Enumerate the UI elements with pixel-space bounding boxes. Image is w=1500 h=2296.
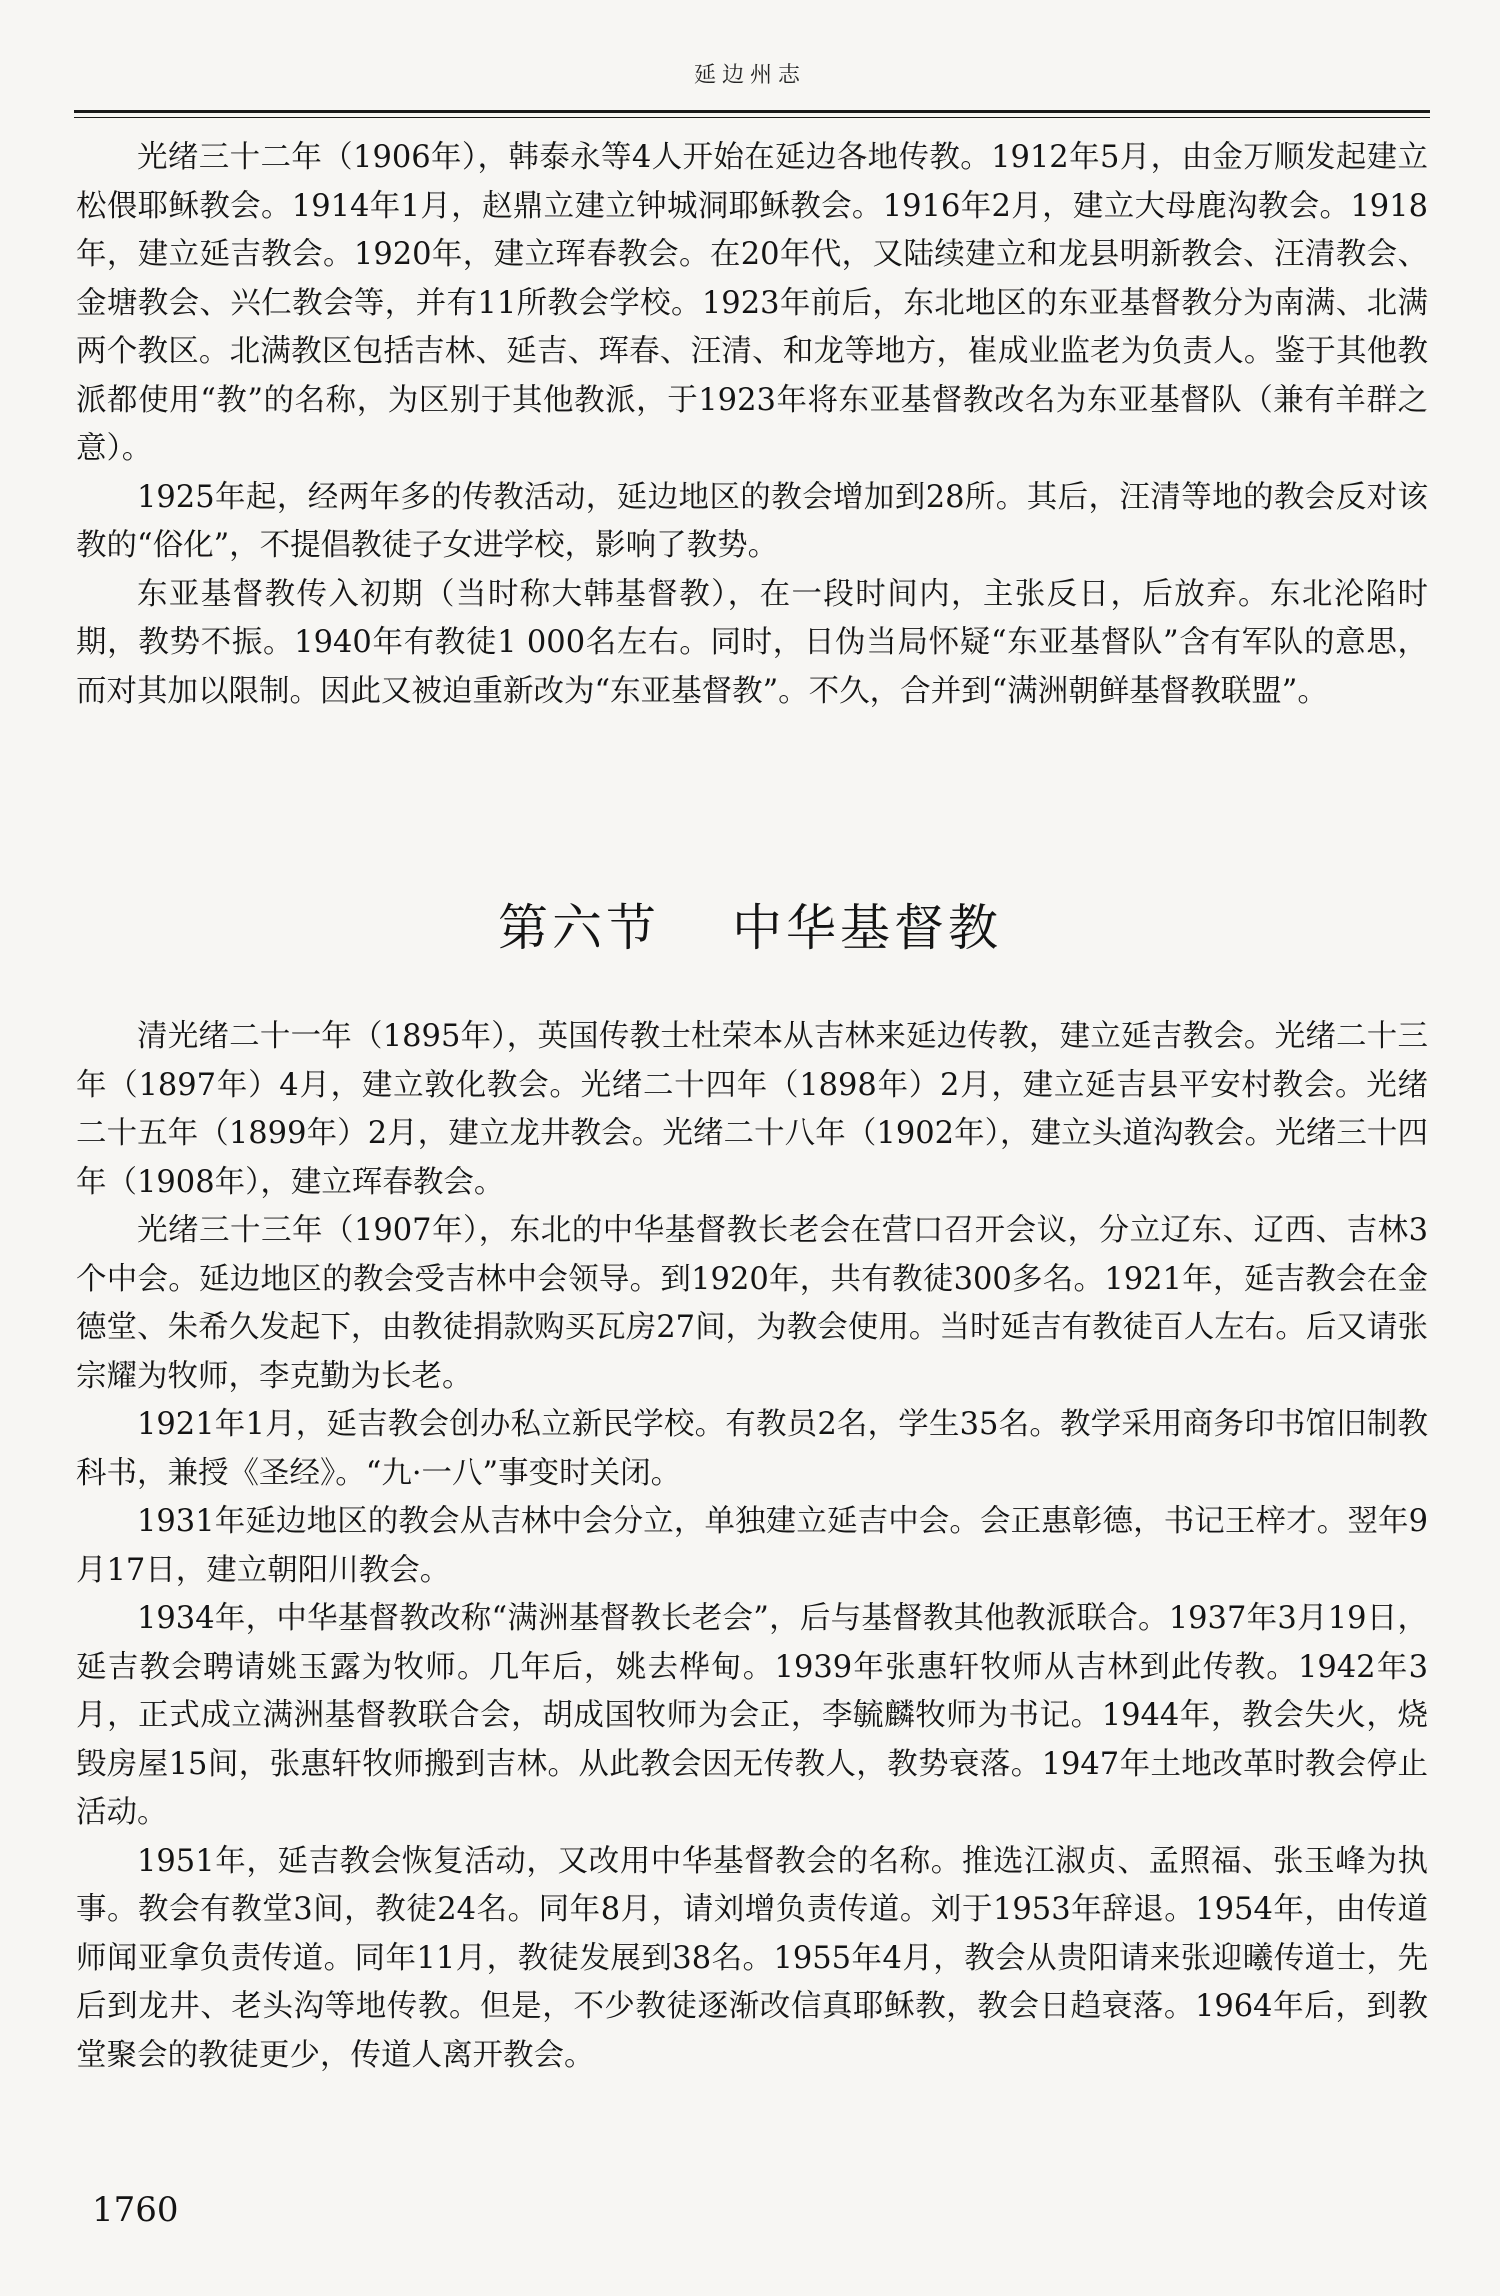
body-text-top (76, 134, 1428, 716)
header-rule-thin (74, 117, 1430, 118)
paragraph: 1931年延边地区的教会从吉林中会分立，单独建立延吉中会。会正惠彰德，书记王梓才。翌年9月17日，建立朝阳川教会。 (76, 1504, 1428, 1588)
body-text-bottom (76, 1013, 1428, 2080)
section-title: 中华基督教 (732, 899, 1002, 957)
paragraph: 清光绪二十一年（1895年），英国传教士杜荣本从吉林来延边传教，建立延吉教会。光绪二十三年（1897年）4月，建立敦化教会。光绪二十四年（1898年）2月，建立延吉县平安村教会。光绪二十五年（1899年）2月，建立龙井教会。光绪二十八年（1902年），建立头道沟教会。光绪三十四年（1908年），建立珲春教会。 (76, 1019, 1428, 1200)
header-rule-thick (74, 110, 1430, 113)
paragraph: 1934年，中华基督教改称“满洲基督教长老会”，后与基督教其他教派联合。1937年3月19日，延吉教会聘请姚玉露为牧师。几年后，姚去桦甸。1939年张惠轩牧师从吉林到此传教。1942年3月，正式成立满洲基督教联合会，胡成国牧师为会正，李毓麟牧师为书记。1944年，教会失火，烧毁房屋15间，张惠轩牧师搬到吉林。从此教会因无传教人，教势衰落。1947年土地改革时教会停止活动。 (76, 1601, 1428, 1830)
section-heading (0, 888, 1500, 960)
paragraph: 光绪三十二年（1906年），韩泰永等4人开始在延边各地传教。1912年5月，由金万顺发起建立松偎耶稣教会。1914年1月，赵鼎立建立钟城洞耶稣教会。1916年2月，建立大母鹿沟教会。1918年，建立延吉教会。1920年，建立珲春教会。在20年代，又陆续建立和龙县明新教会、汪清教会、金塘教会、兴仁教会等，并有11所教会学校。1923年前后，东北地区的东亚基督教分为南满、北满两个教区。北满教区包括吉林、延吉、珲春、汪清、和龙等地方，崔成业监老为负责人。鉴于其他教派都使用“教”的名称，为区别于其他教派，于1923年将东亚基督教改名为东亚基督队（兼有羊群之意）。 (76, 140, 1428, 466)
paragraph: 光绪三十三年（1907年），东北的中华基督教长老会在营口召开会议，分立辽东、辽西、吉林3个中会。延边地区的教会受吉林中会领导。到1920年，共有教徒300多名。1921年，延吉教会在金德堂、朱希久发起下，由教徒捐款购买瓦房27间，为教会使用。当时延吉有教徒百人左右。后又请张宗耀为牧师，李克勤为长老。 (76, 1213, 1428, 1394)
paragraph: 1925年起，经两年多的传教活动，延边地区的教会增加到28所。其后，汪清等地的教会反对该教的“俗化”，不提倡教徒子女进学校，影响了教势。 (76, 479, 1428, 563)
page-number: 1760 (92, 2190, 179, 2230)
paragraph: 东亚基督教传入初期（当时称大韩基督教），在一段时间内，主张反日，后放弃。东北沦陷时期，教势不振。1940年有教徒1 000名左右。同时，日伪当局怀疑“东亚基督队”含有军队的意思，而对其加以限制。因此又被迫重新改为“东亚基督教”。不久，合并到“满洲朝鲜基督教联盟”。 (76, 576, 1428, 709)
running-header: 延边州志 (693, 63, 806, 88)
paragraph: 1921年1月，延吉教会创办私立新民学校。有教员2名，学生35名。教学采用商务印书馆旧制教科书，兼授《圣经》。“九·一八”事变时关闭。 (76, 1407, 1428, 1491)
paragraph: 1951年，延吉教会恢复活动，又改用中华基督教会的名称。推选江淑贞、孟照福、张玉峰为执事。教会有教堂3间，教徒24名。同年8月，请刘增负责传道。刘于1953年辞退。1954年，由传道师闻亚拿负责传道。同年11月，教徒发展到38名。1955年4月，教会从贵阳请来张迎曦传道士，先后到龙井、老头沟等地传教。但是，不少教徒逐渐改信真耶稣教，教会日趋衰落。1964年后，到教堂聚会的教徒更少，传道人离开教会。 (76, 1843, 1428, 2073)
section-number: 第六节 (498, 899, 660, 957)
